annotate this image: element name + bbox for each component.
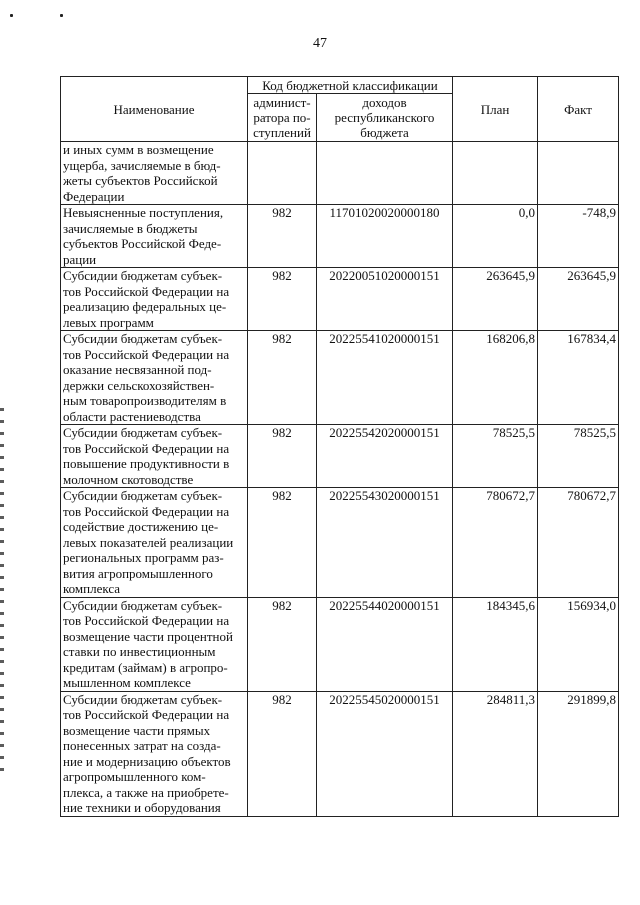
header-name: Наименование [61,77,248,142]
row-name-line: Субсидии бюджетам субъек- [63,488,223,503]
row-name-line: кредитам (займам) в агропро- [63,659,228,675]
row-plan: 780672,7 [453,488,538,598]
row-plan: 263645,9 [453,268,538,331]
row-plan: 78525,5 [453,425,538,488]
header-admin-line: админист- [253,95,311,110]
row-fact: -748,9 [538,205,619,268]
row-admin-code: 982 [248,425,317,488]
header-classification: Код бюджетной классификации [248,77,453,94]
row-name [61,268,248,331]
row-admin-code: 982 [248,597,317,691]
row-name [61,597,248,691]
row-income-code: 11701020020000180 [317,205,453,268]
row-income-code: 20225542020000151 [317,425,453,488]
row-admin-code: 982 [248,205,317,268]
table-row [61,205,619,268]
header-income-line: бюджета [360,125,409,140]
row-name-line: агропромышленного ком- [63,769,206,784]
row-name-line: ставки по инвестиционным [63,644,216,659]
row-name-line: рации [63,251,97,267]
row-name-line: содействие достижению це- [63,519,219,534]
row-name-line: молочном скотоводстве [63,471,194,487]
table-row [61,425,619,488]
row-fact: 780672,7 [538,488,619,598]
row-name [61,488,248,598]
scan-dot-left [10,14,13,17]
row-income-code [317,142,453,205]
row-fact: 263645,9 [538,268,619,331]
row-name [61,425,248,488]
row-name-line: левых показателей реализации [63,534,234,550]
row-name-line: Невыясненные поступления, [63,205,224,220]
row-name-line: тов Российской Федерации на [63,283,230,299]
row-name-line: возмещение части процентной [63,628,233,644]
row-plan: 184345,6 [453,597,538,691]
row-fact: 156934,0 [538,597,619,691]
row-name-line: понесенных затрат на созда- [63,738,221,753]
row-name [61,205,248,268]
row-name-line: реализацию федеральных це- [63,299,227,314]
row-name-line: держки сельскохозяйствен- [63,377,215,393]
row-name-line: субъектов Российской Феде- [63,236,222,251]
row-admin-code: 982 [248,691,317,816]
header-admin [248,94,317,142]
scan-edge-marks [0,408,4,778]
budget-income-table [60,76,619,817]
row-income-code: 20225541020000151 [317,331,453,425]
row-plan: 284811,3 [453,691,538,816]
row-name-line: Федерации [63,188,125,204]
row-name-line: тов Российской Федерации на [63,613,230,628]
page-number: 47 [313,36,327,51]
table-row [61,488,619,598]
header-income [317,94,453,142]
row-fact: 291899,8 [538,691,619,816]
table-row [61,142,619,205]
row-fact: 167834,4 [538,331,619,425]
row-income-code: 20220051020000151 [317,268,453,331]
row-admin-code: 982 [248,268,317,331]
row-name [61,691,248,816]
row-admin-code [248,142,317,205]
header-income-line: доходов [362,95,407,110]
row-name-line: региональных программ раз- [63,550,224,565]
row-name-line: зачисляемые в бюджеты [63,220,198,236]
row-name-line: Субсидии бюджетам субъек- [63,268,223,283]
row-name-line: ние техники и оборудования [63,800,221,815]
row-name-line: ущерба, зачисляемые в бюд- [63,157,221,173]
row-income-code: 20225543020000151 [317,488,453,598]
table-row [61,691,619,816]
row-name-line: повышение продуктивности в [63,456,230,471]
row-name [61,331,248,425]
row-fact: 78525,5 [538,425,619,488]
row-name-line: области растениеводства [63,408,201,424]
row-plan: 0,0 [453,205,538,268]
row-fact [538,142,619,205]
row-name-line: оказание несвязанной под- [63,362,212,377]
row-name-line: мышленном комплексе [63,675,191,690]
row-name-line: тов Российской Федерации на [63,440,230,456]
table-row [61,597,619,691]
header-admin-line: ратора по- [253,110,311,125]
row-name-line: тов Российской Федерации на [63,707,230,722]
row-income-code: 20225544020000151 [317,597,453,691]
table-row [61,268,619,331]
row-name-line: ным товаропроизводителям в [63,393,227,408]
row-income-code: 20225545020000151 [317,691,453,816]
row-name-line: вития агропромышленного [63,565,213,581]
row-plan: 168206,8 [453,331,538,425]
row-name [61,142,248,205]
table-body [61,142,619,817]
header-income-line: республиканского [334,110,435,125]
header-admin-line: ступлений [253,125,311,140]
row-name-line: тов Российской Федерации на [63,503,230,519]
row-plan [453,142,538,205]
row-name-line: комплекса [63,581,121,596]
row-admin-code: 982 [248,331,317,425]
row-name-line: левых программ [63,314,154,330]
header-plan: План [453,77,538,142]
row-name-line: Субсидии бюджетам субъек- [63,331,223,346]
scan-dot-right [60,14,63,17]
row-name-line: плекса, а также на приобрете- [63,784,229,800]
row-name-line: ние и модернизацию объектов [63,753,231,769]
row-name-line: тов Российской Федерации на [63,346,230,362]
header-fact: Факт [538,77,619,142]
row-name-line: Субсидии бюджетам субъек- [63,425,223,440]
row-name-line: Субсидии бюджетам субъек- [63,691,223,707]
row-name-line: и иных сумм в возмещение [63,142,214,157]
row-name-line: Субсидии бюджетам субъек- [63,597,223,613]
row-admin-code: 982 [248,488,317,598]
row-name-line: возмещение части прямых [63,722,211,738]
row-name-line: жеты субъектов Российской [63,173,218,188]
table-row [61,331,619,425]
